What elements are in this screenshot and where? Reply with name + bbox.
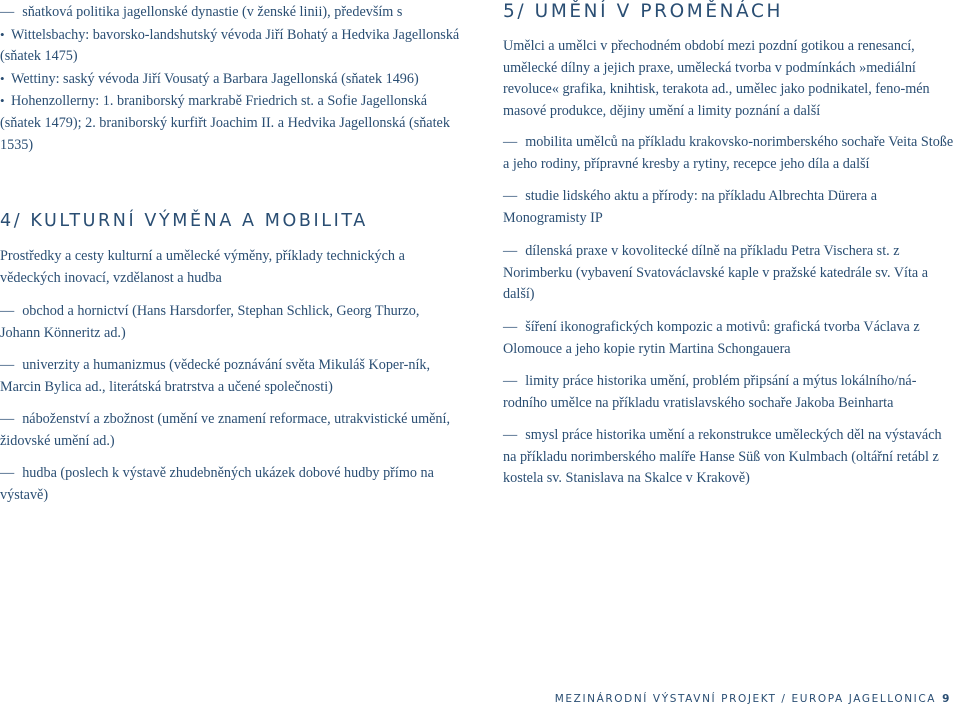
section-4-item-trade: — obchod a hornictví (Hans Harsdorfer, Stephan Schlick, Georg Thurzo, Johann Könneritz ad.) (0, 303, 420, 341)
bullet-wettin: • Wettiny: saský vévoda Jiří Vousatý a Barbara Jagellonská (sňatek 1496) (0, 68, 463, 91)
section-4-lead: Prostředky a cesty kulturní a umělecké výměny, příklady technických a vědeckých inovací, vzdělanost a hudba (0, 248, 405, 286)
dash-marker: — (0, 465, 15, 481)
page-number: 9 (942, 693, 951, 705)
footer-project-title: MEZINÁRODNÍ VÝSTAVNÍ PROJEKT / EUROPA JAGELLONICA (554, 693, 937, 705)
left-column (0, 0, 463, 503)
section-5-item-beinhart: — limity práce historika umění, problém připsání a mýtus lokálního/ná-rodního umělce na příkladu vratislavského sochaře Jakoba Beinharta (503, 373, 917, 411)
page-footer (555, 693, 951, 705)
section-4-heading: 4/ KULTURNÍ VÝMĚNA A MOBILITA (0, 211, 368, 231)
intro-dash-line: sňatková politika jagellonské dynastie (v ženské linii), především s (22, 4, 403, 20)
section-5-item-durer: — studie lidského aktu a přírody: na příkladu Albrechta Dürera a Monogramisty IP (503, 188, 878, 226)
section-5-item-mobility: — mobilita umělců na příkladu krakovsko-norimberského sochaře Veita Stoße a jeho rodiny, přípravné kresby a rytiny, recepce jeho díla a další (503, 134, 954, 172)
dynasty-marriage-text (0, 2, 463, 156)
bullet-wittelsbach: • Wittelsbachy: bavorsko-landshutský vévoda Jiří Bohatý a Hedvika Jagellonská (sňatek 1475) (0, 24, 463, 68)
section-5-heading: 5/ UMĚNÍ V PROMĚNÁCH (503, 1, 784, 22)
section-5-item-kulmbach: — smysl práce historika umění a rekonstrukce uměleckých děl na výstavách na příkladu norimberského malíře Hanse Süß von Kulmbach (oltářní retábl z kostela sv. Stanislava na Skalce v Krakově) (503, 427, 942, 487)
section-4-item-music: — hudba (poslech k výstavě zhudebněných ukázek dobové hudby přímo na výstavě) (0, 465, 434, 503)
dash-marker: — (503, 427, 518, 443)
dash-marker: — (503, 243, 518, 259)
dash-marker: — (503, 319, 518, 335)
dash-marker: — (503, 188, 518, 204)
dash-marker: — (0, 303, 15, 319)
dash-marker: — (0, 4, 15, 20)
section-5-lead: Umělci a umělci v přechodném období mezi pozdní gotikou a renesancí, umělecké dílny a jejich praxe, umělecká tvorba v podmínkách »mediální revoluce« grafika, knihtisk, terakota ad., umělec jako podnikatel, feno-mén masové produkce, dějiny umění a limity poznání a další (503, 38, 930, 119)
dash-marker: — (503, 134, 518, 150)
dash-marker: — (0, 357, 15, 373)
dash-marker: — (0, 411, 15, 427)
dash-marker: — (503, 373, 518, 389)
section-4-item-religion: — náboženství a zbožnost (umění ve znamení reformace, utrakvistické umění, židovské umění ad.) (0, 411, 451, 449)
section-5-item-iconography: — šíření ikonografických kompozic a motivů: grafická tvorba Václava z Olomouce a jeho kopie rytin Martina Schongauera (503, 319, 920, 357)
section-4-item-universities: — univerzity a humanizmus (vědecké poznávání světa Mikuláš Koper-ník, Marcin Bylica ad., literátská bratrstva a učené společnosti) (0, 357, 431, 395)
bullet-hohenzollern: • Hohenzollerny: 1. braniborský markrabě Friedrich st. a Sofie Jagellonská (sňatek 1479); 2. braniborský kurfiřt Joachim II. a Hedvika Jagellonská (sňatek 1535) (0, 90, 463, 156)
section-5-item-vischer: — dílenská praxe v kovolitecké dílně na příkladu Petra Vischera st. z Norimberku (vybavení Svatováclavské kaple v pražské katedrále sv. Víta a další) (503, 243, 929, 303)
